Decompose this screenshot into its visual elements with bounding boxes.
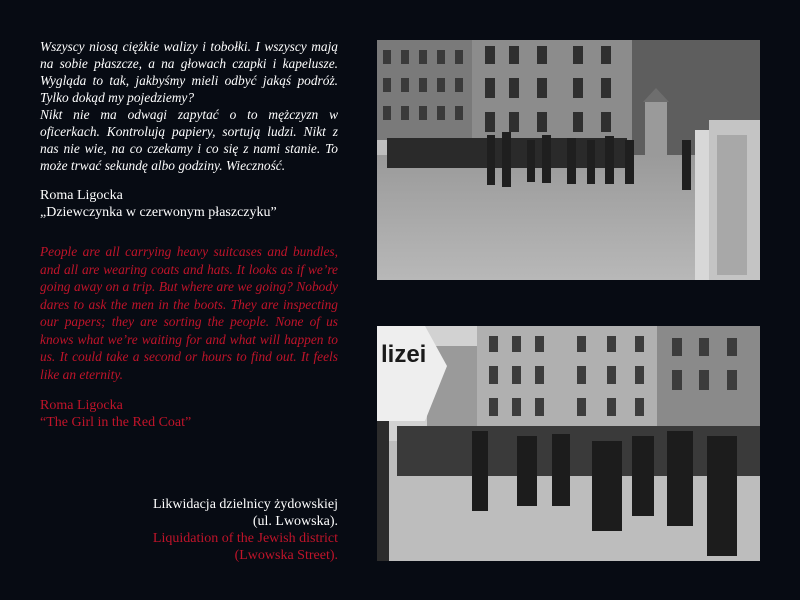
text-column	[40, 38, 338, 431]
archival-photo-deportation-column	[377, 326, 760, 561]
english-quote-text: People are all carrying heavy suitcases and bundles, and all are wearing coats and hats. It looks as if we’re going away on a trip. But where are we going? Nobody dares to ask the men in the boots. They are inspecting our papers; they are sorting the people. None of us knows what we’re waiting for and what will happen to us. It could take a second or hours to find out. It feels like an eternity.	[40, 244, 338, 382]
caption-english-line-1: Liquidation of the Jewish district	[152, 531, 338, 546]
english-quote	[40, 243, 338, 383]
polish-quote-paragraph-1: Wszyscy niosą ciężkie walizy i tobołki. I wszyscy mają na sobie płaszcze, a na głowach czapki i kapelusze. Wygląda to tak, jakbyśmy mieli odbyć jakąś podróż. Tylko dokąd my pojedziemy?	[40, 39, 338, 105]
sign-text: lizei	[381, 341, 427, 368]
polish-quote-paragraph-2: Nikt nie ma odwagi zapytać o to mężczyzn w oficerkach. Kontrolują papiery, sortują ludzi. Nikt z nas nie wie, na co czekamy i co się z nami stanie. To może trwać sekundę albo godziny. Wieczność.	[40, 107, 338, 173]
polish-book-title: „Dziewczynka w czerwonym płaszczyku”	[40, 205, 277, 220]
archival-photo-street-queue	[377, 40, 760, 280]
polish-author: Roma Ligocka	[40, 188, 123, 203]
polish-quote	[40, 38, 338, 174]
caption-polish-line-1: Likwidacja dzielnicy żydowskiej	[152, 497, 338, 512]
caption-english-line-2: (Lwowska Street).	[234, 548, 338, 563]
english-book-title: “The Girl in the Red Coat”	[40, 415, 192, 430]
caption-polish-line-2: (ul. Lwowska).	[252, 514, 338, 529]
english-author: Roma Ligocka	[40, 398, 123, 413]
photo-caption	[78, 496, 338, 564]
